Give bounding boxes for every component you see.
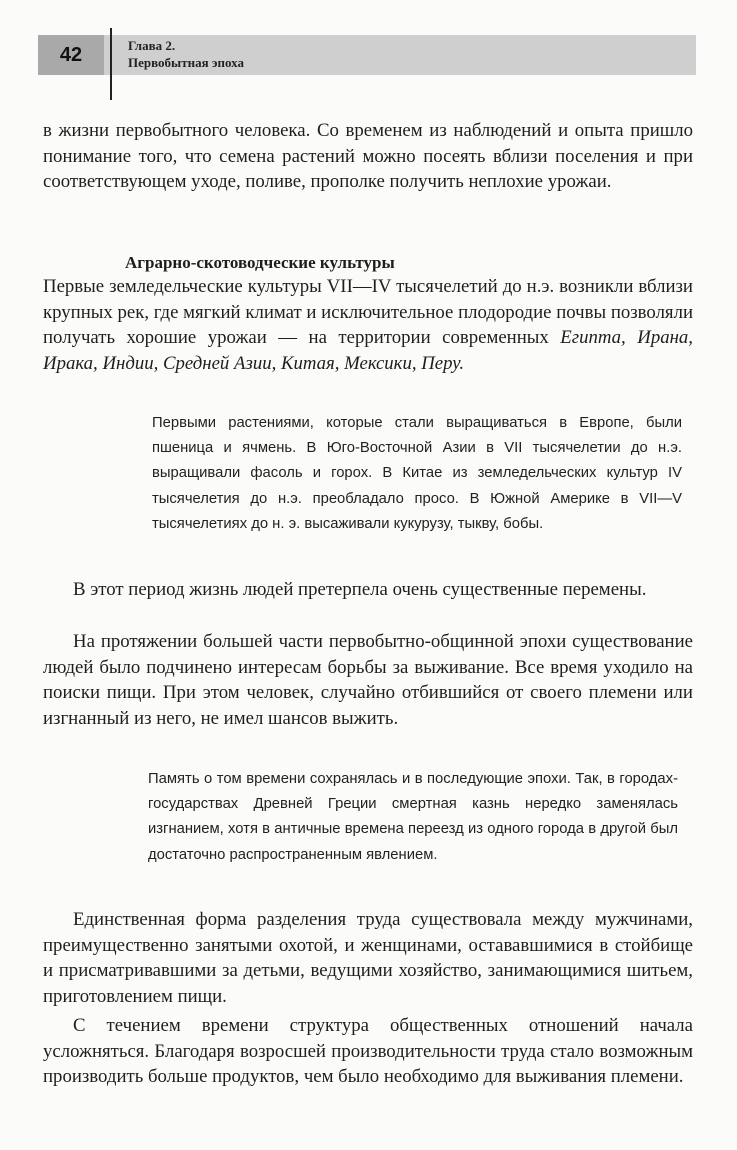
header-divider	[110, 28, 112, 100]
paragraph-2-text: Первые земледельческие культуры VII—IV тысячелетий до н.э. возникли вблизи крупных рек, где мягкий климат и исключительное плодородие почвы позволяли получать хорошие урожаи — на территории современных	[43, 276, 693, 349]
note-box-2: Память о том времени сохранялась и в последующие эпохи. Так, в городах-государствах Древней Греции смертная казнь нередко заменялась изгнанием, хотя в античные времена переезд из одного города в другой был достаточно распространенным явлением.	[148, 771, 678, 863]
chapter-label	[128, 37, 244, 71]
note-box-1: Первыми растениями, которые стали выращиваться в Европе, были пшеница и ячмень. В Юго-Восточной Азии в VII тысячелетии до н.э. выращивали фасоль и горох. В Китае из земледельческих культур IV тысячелетия до н.э. преобладало просо. В Южной Америке в VII—V тысячелетиях до н. э. высаживали кукурузу, тыкву, бобы.	[152, 415, 682, 532]
paragraph-1: в жизни первобытного человека. Со временем из наблюдений и опыта пришло понимание того, что семена растений можно посеять вблизи поселения и при соответствующем уходе, поливе, прополке получить неплохие урожаи.	[43, 120, 693, 193]
chapter-number: Глава 2.	[128, 38, 176, 53]
paragraph-6: С течением времени структура общественных отношений начала усложняться. Благодаря возросшей производительности труда стало возможным производить больше продуктов, чем было необходимо для выживания племени.	[43, 1015, 693, 1088]
page-number: 42	[38, 35, 104, 75]
paragraph-2-places: Египта, Ирана, Ирака, Индии, Средней Азии, Китая, Мексики, Перу.	[43, 327, 693, 374]
paragraph-2	[43, 274, 693, 376]
paragraph-4: На протяжении большей части первобытно-общинной эпохи существование людей было подчинено интересам борьбы за выживание. Все время уходило на поиски пищи. При этом человек, случайно отбившийся от своего племени или изгнанный из него, не имел шансов выжить.	[43, 631, 693, 729]
chapter-title: Первобытная эпоха	[128, 55, 244, 70]
paragraph-5: Единственная форма разделения труда существовала между мужчинами, преимущественно занятыми охотой, и женщинами, остававшимися в стойбище и присматривавшими за детьми, ведущими хозяйство, занимающимися шитьем, приготовлением пищи.	[43, 909, 693, 1007]
paragraph-3: В этот период жизнь людей претерпела очень существенные перемены.	[73, 579, 647, 600]
section-heading: Аграрно-скотоводческие культуры	[125, 253, 395, 272]
